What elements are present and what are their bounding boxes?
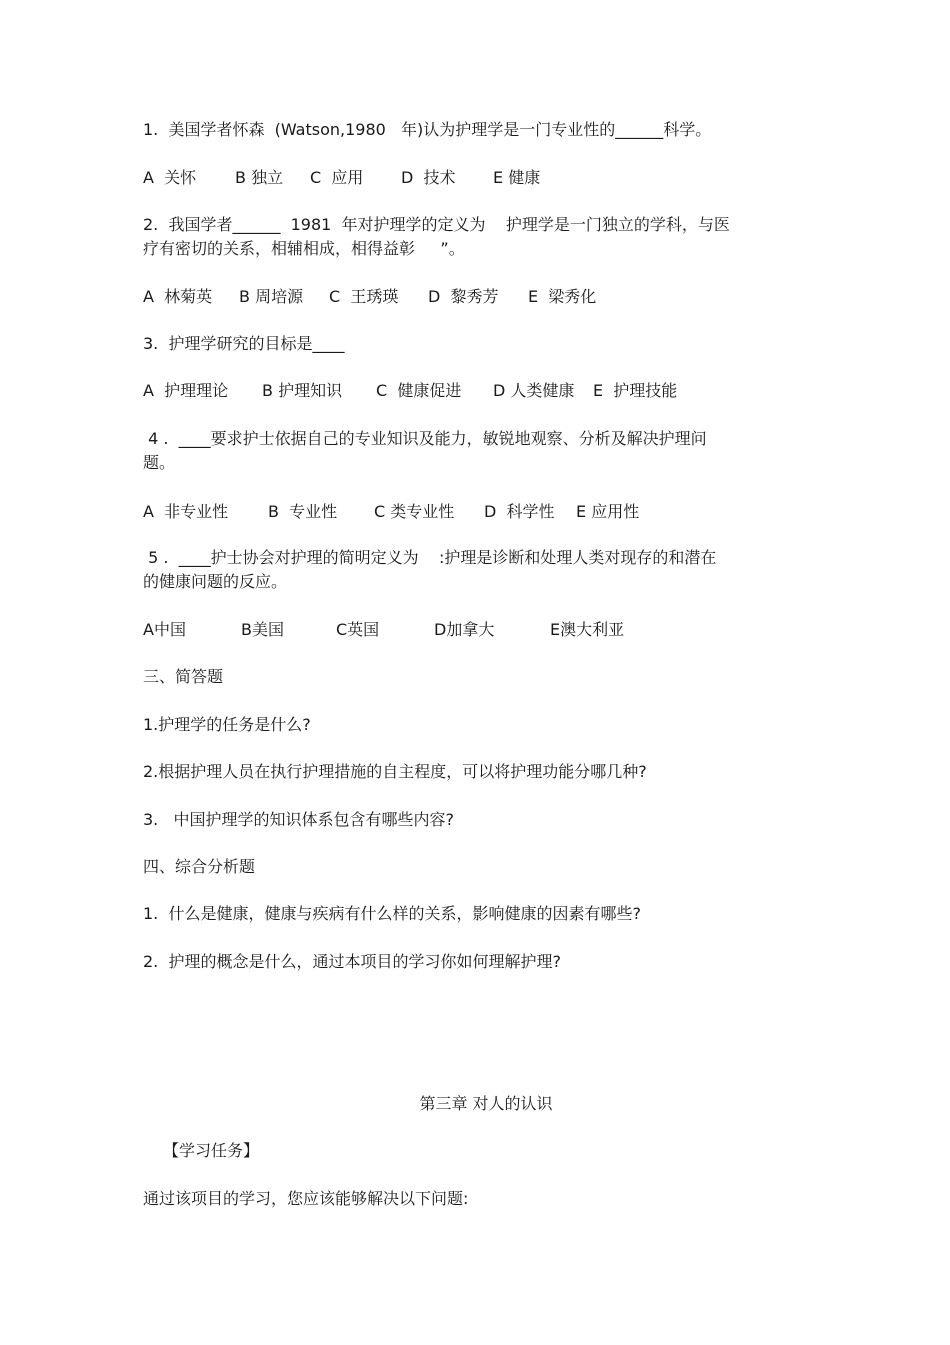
option-a: A中国	[143, 620, 186, 639]
question-4-line-2: 题。	[143, 453, 176, 472]
section-3-item-1: 1.护理学的任务是什么?	[143, 715, 311, 734]
option-c: C 应用	[310, 168, 364, 187]
option-e: E 应用性	[576, 502, 640, 521]
option-b: B 独立	[235, 168, 284, 187]
question-1-options	[143, 166, 793, 190]
option-c: C 健康促进	[376, 381, 462, 400]
question-5-options	[143, 618, 793, 642]
option-a: A 护理理论	[143, 381, 229, 400]
option-e: E 护理技能	[593, 381, 678, 400]
question-2-options	[143, 285, 793, 309]
question-5-line-2: 的健康问题的反应。	[143, 572, 288, 591]
option-c: C英国	[336, 620, 380, 639]
option-d: D 人类健康	[493, 381, 575, 400]
question-2-line-1: 2. 我国学者______ 1981 年对护理学的定义为 护理学是一门独立的学科，与医	[143, 215, 730, 234]
question-5-line-1: 5 . ____护士协会对护理的简明定义为 :护理是诊断和处理人类对现存的和潜在	[143, 548, 717, 567]
option-d: D 黎秀芳	[428, 287, 499, 306]
question-2-line-2: 疗有密切的关系，相辅相成，相得益彰 ”。	[143, 239, 465, 258]
section-3-item-2: 2.根据护理人员在执行护理措施的自主程度，可以将护理功能分哪几种?	[143, 762, 647, 781]
option-b: B 专业性	[268, 502, 338, 521]
section-4-heading: 四、综合分析题	[143, 857, 256, 876]
option-b: B美国	[241, 620, 284, 639]
chapter-intro: 通过该项目的学习，您应该能够解决以下问题:	[143, 1189, 469, 1208]
question-4-options	[143, 500, 793, 524]
option-e: E 健康	[493, 168, 541, 187]
option-c: C 类专业性	[374, 502, 455, 521]
section-3-heading: 三、简答题	[143, 667, 224, 686]
section-3-item-3: 3. 中国护理学的知识体系包含有哪些内容?	[143, 810, 455, 829]
section-4-item-2: 2. 护理的概念是什么，通过本项目的学习你如何理解护理?	[143, 952, 561, 971]
option-b: B 护理知识	[262, 381, 343, 400]
question-4-line-1: 4 . ____要求护士依据自己的专业知识及能力，敏锐地观察、分析及解决护理问	[143, 429, 707, 448]
option-d: D 技术	[401, 168, 456, 187]
option-c: C 王琇瑛	[329, 287, 399, 306]
option-b: B 周培源	[239, 287, 304, 306]
option-a: A 关怀	[143, 168, 197, 187]
question-3-text: 3. 护理学研究的目标是____	[143, 334, 345, 353]
chapter-title: 第三章 对人的认识	[419, 1094, 553, 1113]
question-1-text: 1. 美国学者怀森 (Watson,1980 年)认为护理学是一门专业性的______科学。	[143, 120, 712, 139]
option-a: A 林菊英	[143, 287, 213, 306]
option-d: D 科学性	[484, 502, 555, 521]
option-e: E澳大利亚	[550, 620, 625, 639]
option-d: D加拿大	[434, 620, 495, 639]
option-a: A 非专业性	[143, 502, 229, 521]
learning-task-label: 【学习任务】	[163, 1141, 260, 1160]
option-e: E 梁秀化	[528, 287, 597, 306]
question-3-options	[143, 379, 793, 403]
section-4-item-1: 1. 什么是健康，健康与疾病有什么样的关系，影响健康的因素有哪些?	[143, 904, 641, 923]
